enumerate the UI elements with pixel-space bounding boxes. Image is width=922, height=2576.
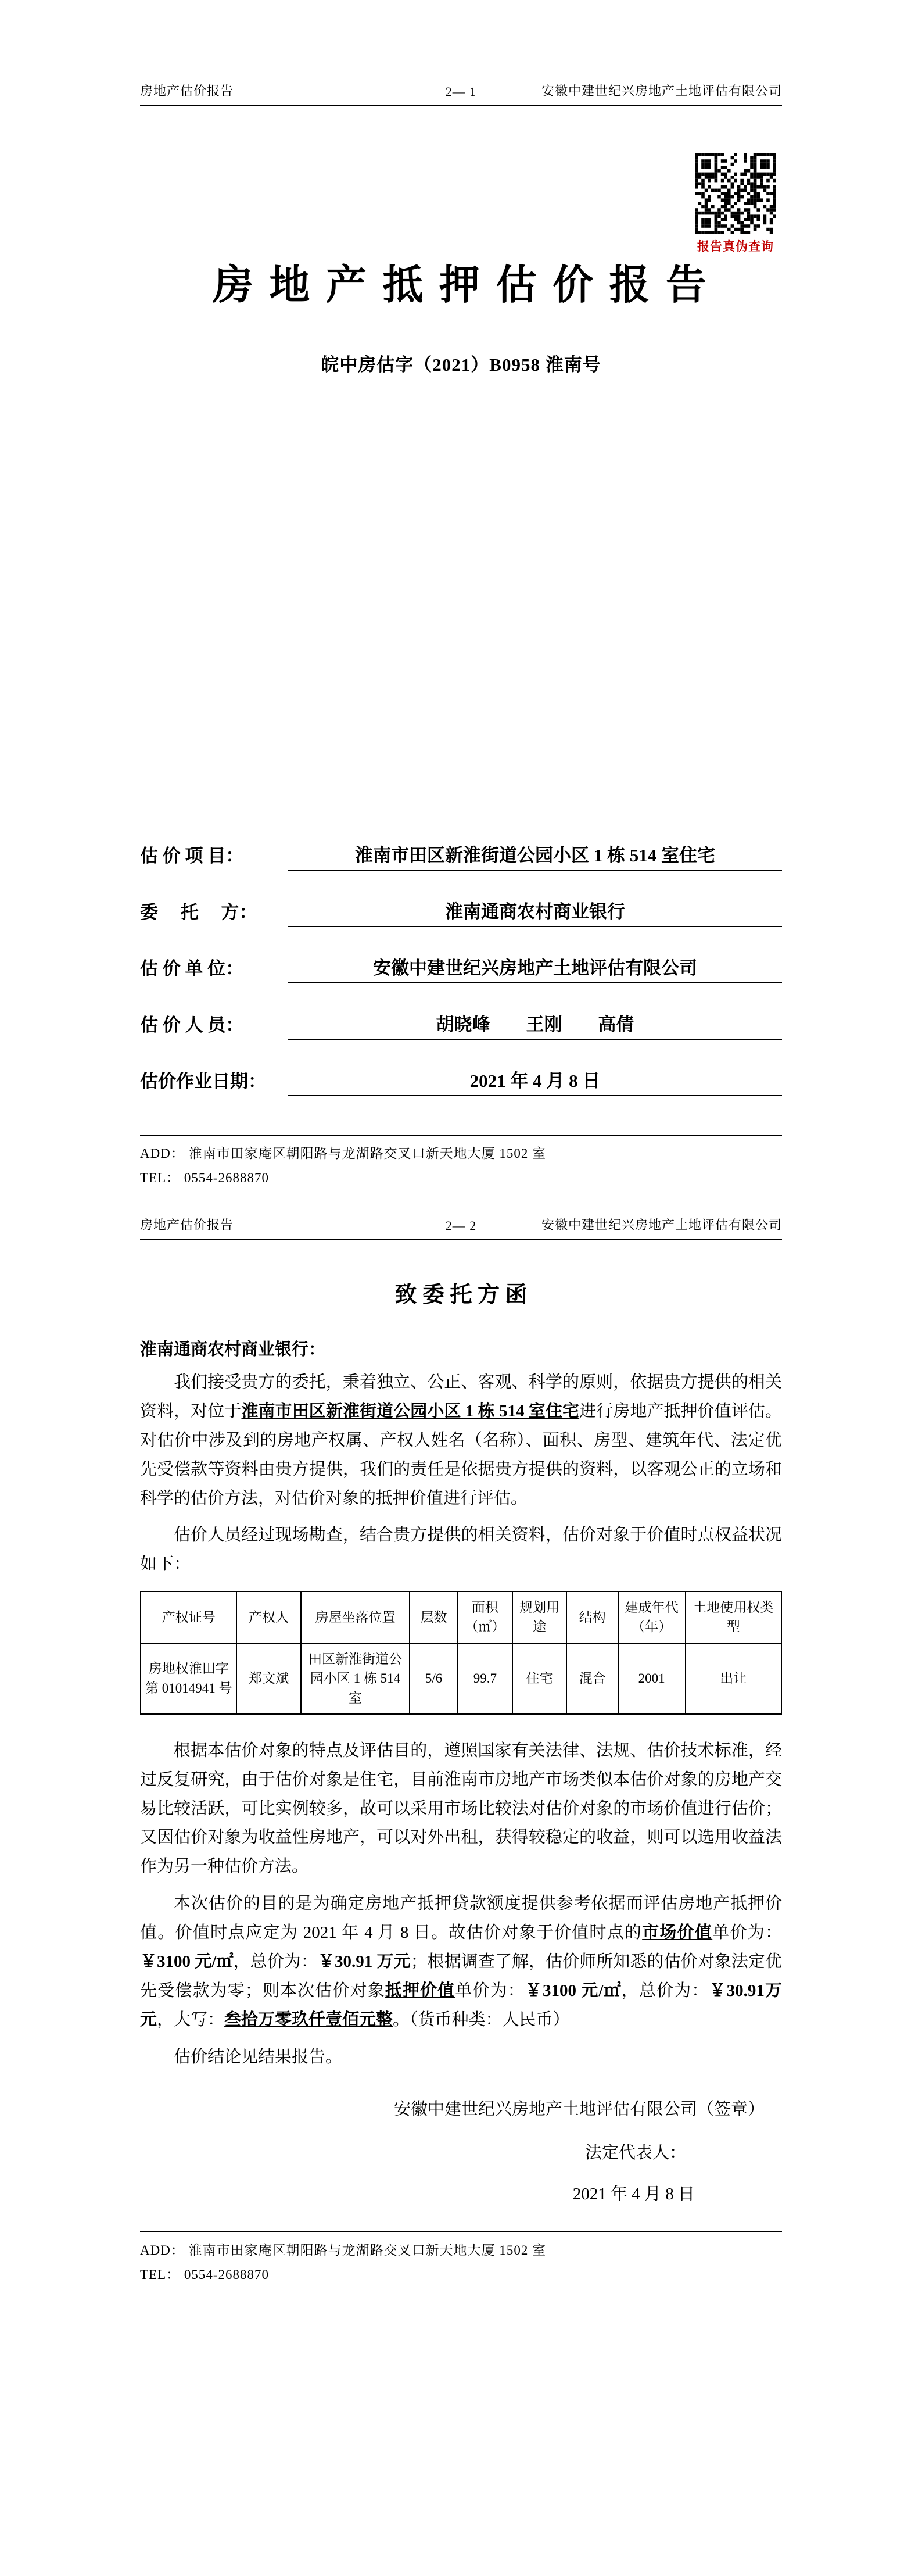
running-header-doc-title: 房地产估价报告 bbox=[140, 84, 234, 98]
field-label: 估 价 项 目： bbox=[140, 846, 244, 866]
field-row-appraisers bbox=[140, 1010, 782, 1040]
footer-address: ADD： 淮南市田家庵区朝阳路与龙湖路交叉口新天地大厦 1502 室 bbox=[140, 2243, 547, 2258]
table-row bbox=[141, 1643, 781, 1714]
letter-title: 致 委 托 方 函 bbox=[394, 1283, 528, 1307]
page1-running-header bbox=[140, 81, 782, 106]
field-value: 淮南通商农村商业银行 bbox=[288, 901, 782, 927]
table-cell-floor: 5/6 bbox=[410, 1643, 458, 1714]
running-header-company: 安徽中建世纪兴房地产土地评估有限公司 bbox=[541, 1218, 782, 1232]
report-number: 皖中房估字（2021）B0958 淮南号 bbox=[321, 355, 601, 375]
qr-caption: 报告真伪查询 bbox=[697, 239, 774, 253]
footer-address: ADD： 淮南市田家庵区朝阳路与龙湖路交叉口新天地大厦 1502 室 bbox=[140, 1146, 547, 1161]
field-value: 2021 年 4 月 8 日 bbox=[288, 1070, 782, 1096]
letter-paragraph-2: 估价人员经过现场勘查，结合贵方提供的相关资料，估价对象于价值时点权益状况如下： bbox=[140, 1526, 782, 1574]
table-cell-structure: 混合 bbox=[566, 1643, 618, 1714]
qr-code-icon bbox=[695, 153, 776, 234]
footer-phone: TEL： 0554-2688870 bbox=[140, 2267, 270, 2282]
page-number: 2— 1 bbox=[445, 84, 477, 99]
field-label: 委 托 方： bbox=[140, 902, 257, 922]
table-cell-area: 99.7 bbox=[458, 1643, 512, 1714]
appraisal-report-document bbox=[140, 0, 782, 2283]
table-header-cell: 产权证号 bbox=[141, 1591, 236, 1643]
legal-representative: 法定代表人： bbox=[584, 2144, 686, 2163]
field-row-date bbox=[140, 1067, 782, 1096]
table-header-row bbox=[141, 1591, 781, 1643]
table-cell-owner: 郑文斌 bbox=[236, 1643, 300, 1714]
qr-block bbox=[689, 153, 782, 255]
field-label: 估价作业日期： bbox=[140, 1071, 266, 1092]
page2-running-header bbox=[140, 1215, 782, 1240]
running-header-company: 安徽中建世纪兴房地产土地评估有限公司 bbox=[541, 84, 782, 98]
field-value: 安徽中建世纪兴房地产土地评估有限公司 bbox=[288, 957, 782, 983]
field-row-project bbox=[140, 841, 782, 871]
table-header-cell: 结构 bbox=[566, 1591, 618, 1643]
field-row-agency bbox=[140, 954, 782, 983]
letter-paragraph-3: 根据本估价对象的特点及评估目的，遵照国家有关法律、法规、估价技术标准，经过反复研究，由于估价对象是住宅，目前淮南市房地产市场类似本估价对象的房地产交易比较活跃，可比实例较多，故可以采用市场比较法对估价对象的市场价值进行估价；又因估价对象为收益性房地产，可以对外出租，获得较稳定的收益，则可以选用收益法作为另一种估价方法。 bbox=[140, 1741, 782, 1876]
salutation: 淮南通商农村商业银行： bbox=[140, 1340, 326, 1359]
table-header-cell: 土地使用权类型 bbox=[686, 1591, 782, 1643]
table-header-cell: 层数 bbox=[410, 1591, 458, 1643]
field-value: 淮南市田区新淮街道公园小区 1 栋 514 室住宅 bbox=[288, 845, 782, 871]
field-label: 估 价 单 位： bbox=[140, 958, 244, 979]
report-title: 房 地 产 抵 押 估 价 报 告 bbox=[213, 263, 709, 308]
table-cell-land-right: 出让 bbox=[686, 1643, 782, 1714]
field-value: 胡晓峰 王刚 高倩 bbox=[288, 1014, 782, 1040]
cover-page bbox=[140, 0, 782, 1186]
property-rights-table bbox=[140, 1591, 782, 1715]
letter-paragraph-4: 本次估价的目的是为确定房地产抵押贷款额度提供参考依据而评估房地产抵押价值。价值时点应定为 2021 年 4 月 8 日。故估价对象于价值时点的市场价值单价为：￥3100 元/㎡，总价为：￥30.91 万元；根据调查了解，估价师所知悉的估价对象法定优先受偿款为零；则本次估价对象抵押价值单价为：￥3100 元/㎡，总价为：￥30.91万元，大写：叁拾万零玖仟壹佰元整。（货币种类：人民币） bbox=[140, 1894, 782, 2029]
field-label: 估 价 人 员： bbox=[140, 1015, 244, 1035]
table-header-cell: 房屋坐落位置 bbox=[301, 1591, 410, 1643]
field-row-client bbox=[140, 897, 782, 927]
table-cell-cert-no: 房地权淮田字第 01014941 号 bbox=[141, 1643, 236, 1714]
letter-page bbox=[140, 1215, 782, 2283]
table-cell-location: 田区新淮街道公园小区 1 栋 514 室 bbox=[301, 1643, 410, 1714]
table-cell-year-built: 2001 bbox=[618, 1643, 686, 1714]
table-header-cell: 面积（㎡） bbox=[458, 1591, 512, 1643]
signature-company: 安徽中建世纪兴房地产土地评估有限公司（签章） bbox=[393, 2100, 765, 2119]
table-header-cell: 规划用途 bbox=[512, 1591, 567, 1643]
cover-fields bbox=[140, 841, 782, 1096]
letter-paragraph-5: 估价结论见结果报告。 bbox=[174, 2047, 343, 2066]
footer-phone: TEL： 0554-2688870 bbox=[140, 1171, 270, 1185]
signature-date: 2021 年 4 月 8 日 bbox=[572, 2185, 695, 2204]
page1-footer bbox=[140, 1135, 782, 1186]
table-header-cell: 产权人 bbox=[236, 1591, 300, 1643]
page2-footer bbox=[140, 2231, 782, 2283]
table-cell-usage: 住宅 bbox=[512, 1643, 567, 1714]
letter-paragraph-1: 我们接受贵方的委托，秉着独立、公正、客观、科学的原则，依据贵方提供的相关资料，对位于淮南市田区新淮街道公园小区 1 栋 514 室住宅进行房地产抵押价值评估。对估价中涉及到的房地产权属、产权人姓名（名称）、面积、房型、建筑年代、法定优先受偿款等资料由贵方提供，我们的责任是依据贵方提供的资料，以客观公正的立场和科学的估价方法，对估价对象的抵押价值进行评估。 bbox=[140, 1373, 782, 1508]
page-number: 2— 2 bbox=[445, 1218, 477, 1233]
table-header-cell: 建成年代（年） bbox=[618, 1591, 686, 1643]
running-header-doc-title: 房地产估价报告 bbox=[140, 1218, 234, 1232]
